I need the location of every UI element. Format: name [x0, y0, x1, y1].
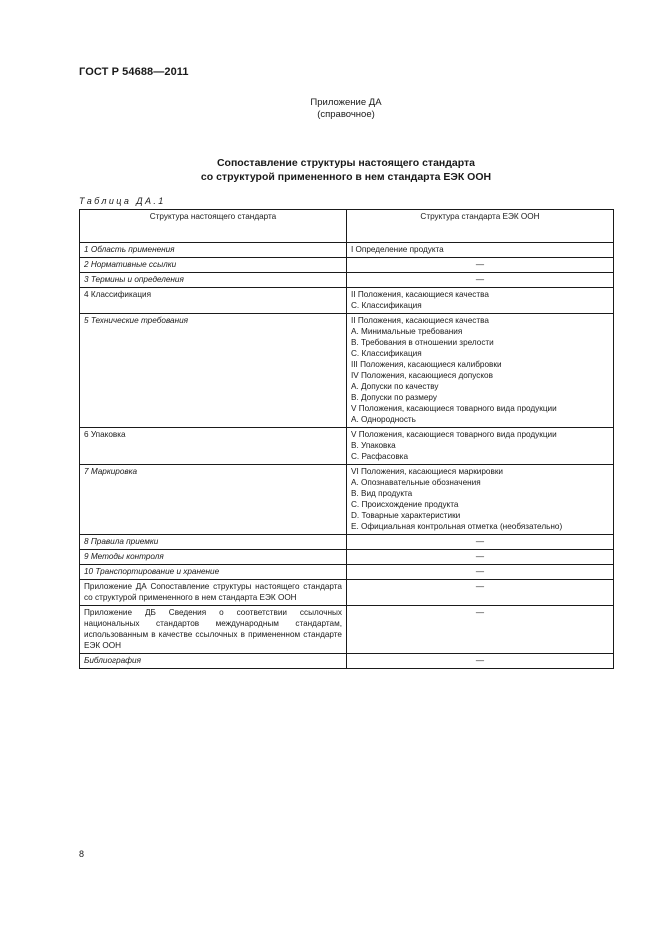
table-row: [80, 550, 614, 565]
table-row: [80, 535, 614, 550]
cell-line: V Положения, касающиеся товарного вида продукции: [351, 430, 557, 439]
cell-unece-section: —: [347, 258, 614, 273]
standard-code: ГОСТ Р 54688—2011: [79, 66, 189, 78]
cell-unece-section: —: [347, 535, 614, 550]
cell-line: I Определение продукта: [351, 245, 444, 254]
document-title-line-1: Сопоставление структуры настоящего стандарта: [216, 157, 476, 169]
table-caption: Таблица ДА.1: [79, 196, 166, 206]
cell-line: С. Классификация: [351, 301, 422, 310]
cell-national-section: 6 Упаковка: [80, 428, 347, 465]
table-row: [80, 580, 614, 606]
cell-unece-section: [347, 465, 614, 535]
cell-line: V Положения, касающиеся товарного вида продукции: [351, 404, 557, 413]
cell-line: VI Положения, касающиеся маркировки: [351, 467, 503, 476]
cell-national-section: 2 Нормативные ссылки: [80, 258, 347, 273]
table-row: [80, 465, 614, 535]
table-row: [80, 606, 614, 654]
document-title-line-2: со структурой примененного в нем стандарта ЕЭК ООН: [200, 170, 492, 183]
cell-line: В. Требования в отношении зрелости: [351, 338, 494, 347]
cell-unece-section: —: [347, 580, 614, 606]
cell-line: С. Происхождение продукта: [351, 500, 459, 509]
cell-national-section: 8 Правила приемки: [80, 535, 347, 550]
annex-heading: [0, 97, 661, 121]
cell-national-section: 3 Термины и определения: [80, 273, 347, 288]
cell-unece-section: [347, 288, 614, 314]
cell-line: II Положения, касающиеся качества: [351, 316, 489, 325]
cell-national-section: Библиография: [80, 654, 347, 669]
cell-national-section: 1 Область применения: [80, 243, 347, 258]
cell-national-section: 5 Технические требования: [80, 314, 347, 428]
annex-title: Приложение ДА: [310, 97, 382, 108]
cell-line: С. Расфасовка: [351, 452, 408, 461]
table-row: [80, 565, 614, 580]
cell-national-section: 7 Маркировка: [80, 465, 347, 535]
cell-national-section: 4 Классификация: [80, 288, 347, 314]
cell-unece-section: —: [347, 654, 614, 669]
cell-line: А. Однородность: [351, 415, 416, 424]
cell-line: II Положения, касающиеся качества: [351, 290, 489, 299]
header-cell-national: Структура настоящего стандарта: [80, 210, 347, 243]
page-number: 8: [79, 849, 85, 859]
table-row: [80, 243, 614, 258]
table-header-row: [80, 210, 614, 243]
cell-unece-section: [347, 428, 614, 465]
table-row: [80, 258, 614, 273]
cell-unece-section: —: [347, 565, 614, 580]
cell-line: IV Положения, касающиеся допусков: [351, 371, 493, 380]
cell-unece-section: —: [347, 273, 614, 288]
cell-national-section: 10 Транспортирование и хранение: [80, 565, 347, 580]
cell-national-section: Приложение ДА Сопоставление структуры настоящего стандарта со структурой примененного в нем стандарта ЕЭК ООН: [80, 580, 347, 606]
cell-line: Е. Официальная контрольная отметка (необязательно): [351, 522, 563, 531]
header-cell-unece: Структура стандарта ЕЭК ООН: [347, 210, 614, 243]
table-row: [80, 654, 614, 669]
cell-line: С. Классификация: [351, 349, 422, 358]
table-row: [80, 273, 614, 288]
cell-line: D. Товарные характеристики: [351, 511, 461, 520]
cell-line: В. Упаковка: [351, 441, 396, 450]
cell-unece-section: —: [347, 606, 614, 654]
cell-unece-section: [347, 243, 614, 258]
cell-line: А. Минимальные требования: [351, 327, 463, 336]
document-title: [0, 157, 661, 184]
annex-note: (справочное): [317, 109, 375, 120]
table-row: [80, 428, 614, 465]
cell-national-section: Приложение ДБ Сведения о соответствии ссылочных национальных стандартов международным стандартам, использованным в качестве ссылочных в примененном стандарте ЕЭК ООН: [80, 606, 347, 654]
cell-line: А. Допуски по качеству: [351, 382, 439, 391]
table-row: [80, 288, 614, 314]
cell-line: III Положения, касающиеся калибровки: [351, 360, 502, 369]
cell-line: В. Допуски по размеру: [351, 393, 437, 402]
cell-national-section: 9 Методы контроля: [80, 550, 347, 565]
cell-unece-section: [347, 314, 614, 428]
cell-line: А. Опознавательные обозначения: [351, 478, 481, 487]
cell-unece-section: —: [347, 550, 614, 565]
cell-line: В. Вид продукта: [351, 489, 413, 498]
table-row: [80, 314, 614, 428]
structure-comparison-table: [79, 209, 614, 669]
